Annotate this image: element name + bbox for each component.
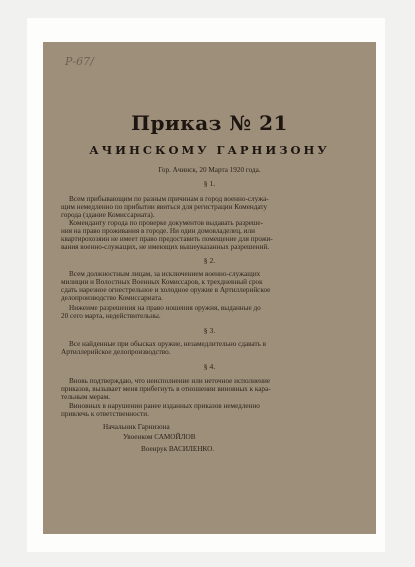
text-line: Виновных в нарушении ранее изданных приказов немедленно xyxy=(69,402,260,410)
text-line: милиции и Волостных Военных Комиссаров, к трехдневный срок xyxy=(61,278,263,286)
text-line: приказов, вызывает меня прибегнуть в отношении виновных к кара- xyxy=(61,385,271,393)
document-subtitle: АЧИНСКОМУ ГАРНИЗОНУ xyxy=(89,143,330,157)
section-heading: § 2. xyxy=(203,256,216,265)
text-line: щим немедленно по прибытии явиться для регистрации Комендату xyxy=(61,203,268,211)
text-line: Коменданту города по проверке документов выдавать разреше- xyxy=(69,219,263,227)
text-line: ния на право проживания в городе. Ни один домовладелец, или xyxy=(61,227,255,235)
section-heading: § 3. xyxy=(203,326,216,335)
text-line: города (здание Комиссариата). xyxy=(61,211,155,219)
section-heading: § 1. xyxy=(203,179,216,188)
place-date: Гор. Ачинск, 20 Марта 1920 года. xyxy=(158,166,261,174)
text-line: Все найденные при обысках оружие, незамедлительно сдавать в xyxy=(69,340,267,348)
signature-line: Увоенком САМОЙЛОВ xyxy=(123,433,196,441)
text-line: 20 сего марта, недействительны. xyxy=(61,312,161,320)
text-line: Вновь подтверждаю, что неисполнение или неточное исполнение xyxy=(69,377,271,385)
text-line: Всем должностным лицам, за исключением военно-служащих xyxy=(69,270,261,278)
text-line: привлечь к ответственности. xyxy=(61,410,149,418)
archive-mark: Р-67/ xyxy=(65,55,94,68)
signature-line: Военрук ВАСИЛЕНКО. xyxy=(141,445,215,453)
document-title: Приказ № 21 xyxy=(131,111,288,135)
text-line: сдать нарезное огнестрельное и холодное оружие в Артиллерийское xyxy=(61,286,271,294)
document-sheet xyxy=(43,42,376,534)
section-heading: § 4. xyxy=(203,362,216,371)
text-line: вания военно-служащих, не имеющих вышеуказанных разрешений. xyxy=(61,243,270,251)
text-line: Нижеиме разрешения на право ношения оружия, выданные до xyxy=(69,304,261,312)
text-line: Всем прибывающим по разным причинам в город военно-служа- xyxy=(69,195,269,203)
text-line: Артиллерийское делопроизводство. xyxy=(61,348,171,356)
text-line: квартирохозяин не имеет право предоставить помещение для прожи- xyxy=(61,235,273,243)
text-line: делопроизводство Комиссариата. xyxy=(61,294,163,302)
signature-line: Начальник Гарнизона xyxy=(103,423,170,431)
text-line: тельным мерам. xyxy=(61,393,111,401)
